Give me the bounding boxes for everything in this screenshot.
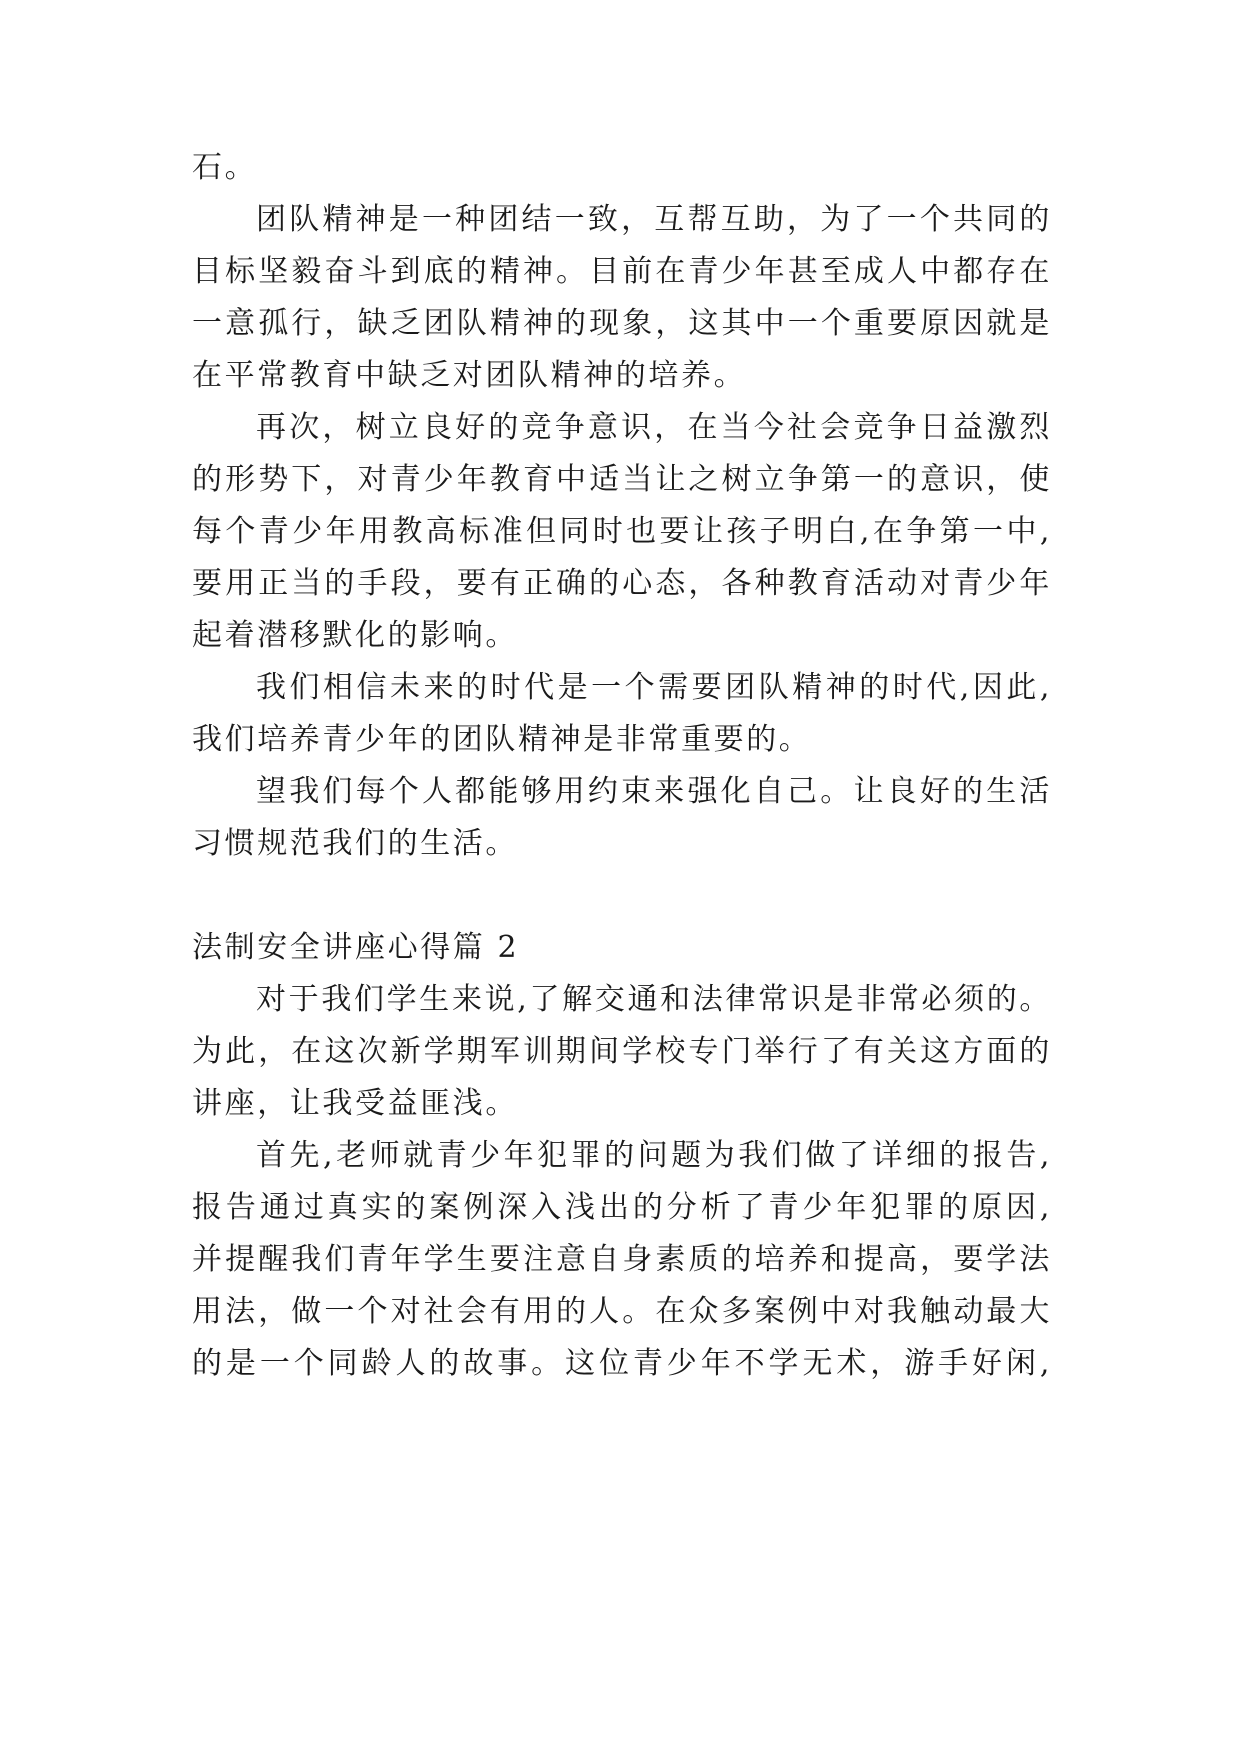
text-line: 要用正当的手段，要有正确的心态，各种教育活动对青少年 xyxy=(192,566,1052,601)
text-line: 我们相信未来的时代是一个需要团队精神的时代,因此, xyxy=(256,670,1052,705)
text-line: 我们培养青少年的团队精神是非常重要的。 xyxy=(192,722,812,757)
text-line: 对于我们学生来说,了解交通和法律常识是非常必须的。 xyxy=(256,982,1052,1017)
text-line: 的是一个同龄人的故事。这位青少年不学无术，游手好闲, xyxy=(192,1346,1052,1381)
text-line: 目标坚毅奋斗到底的精神。目前在青少年甚至成人中都存在 xyxy=(192,254,1052,289)
text-line: 首先,老师就青少年犯罪的问题为我们做了详细的报告, xyxy=(256,1138,1052,1173)
text-line: 一意孤行，缺乏团队精神的现象，这其中一个重要原因就是 xyxy=(192,306,1052,341)
text-line: 再次，树立良好的竞争意识，在当今社会竞争日益激烈 xyxy=(256,410,1052,445)
text-line: 报告通过真实的案例深入浅出的分析了青少年犯罪的原因, xyxy=(192,1190,1052,1225)
text-line: 望我们每个人都能够用约束来强化自己。让良好的生活 xyxy=(256,774,1052,809)
text-line: 在平常教育中缺乏对团队精神的培养。 xyxy=(192,358,747,393)
text-line: 团队精神是一种团结一致，互帮互助，为了一个共同的 xyxy=(256,202,1052,237)
section-heading: 法制安全讲座心得篇 2 xyxy=(192,930,520,965)
text-line: 习惯规范我们的生活。 xyxy=(192,826,518,861)
text-line: 每个青少年用教高标准但同时也要让孩子明白,在争第一中, xyxy=(192,514,1052,549)
text-line: 并提醒我们青年学生要注意自身素质的培养和提高，要学法 xyxy=(192,1242,1052,1277)
text-line: 为此，在这次新学期军训期间学校专门举行了有关这方面的 xyxy=(192,1034,1052,1069)
text-line: 用法，做一个对社会有用的人。在众多案例中对我触动最大 xyxy=(192,1294,1052,1329)
text-line: 石。 xyxy=(192,150,258,185)
text-line: 讲座，让我受益匪浅。 xyxy=(192,1086,518,1121)
text-line: 起着潜移默化的影响。 xyxy=(192,618,518,653)
text-line: 的形势下，对青少年教育中适当让之树立争第一的意识，使 xyxy=(192,462,1052,497)
